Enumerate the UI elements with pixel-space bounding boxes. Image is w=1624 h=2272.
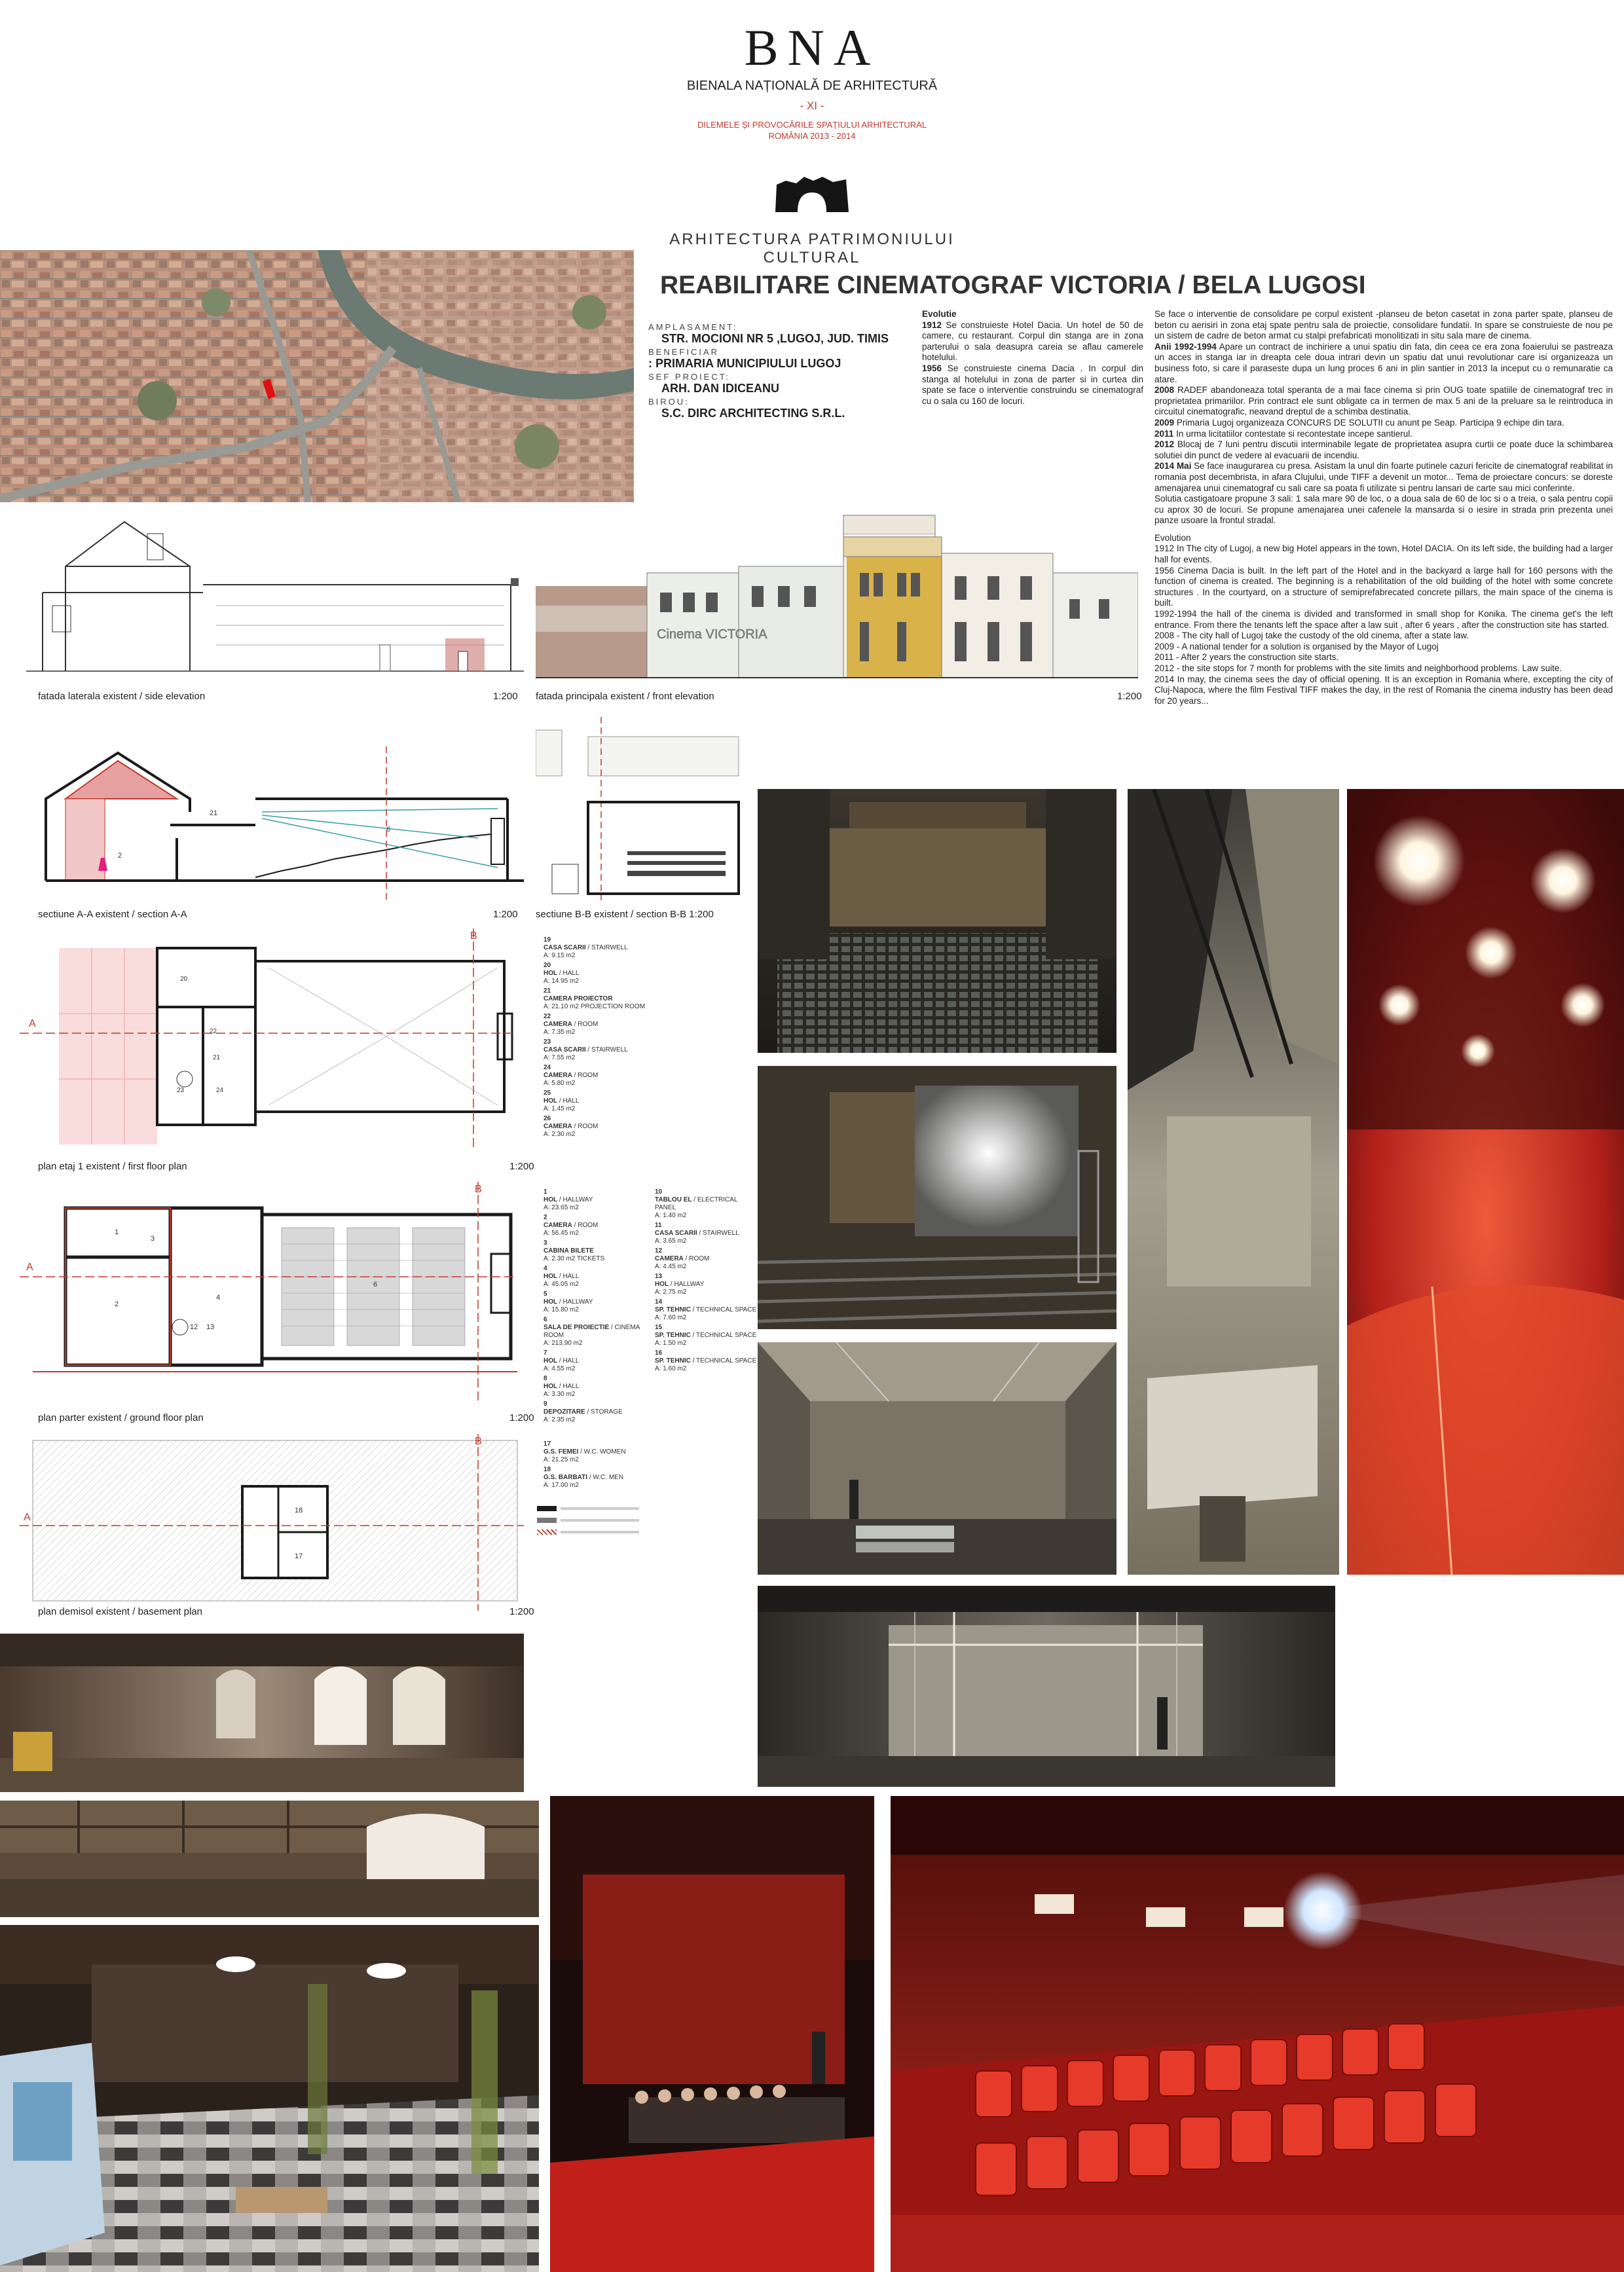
legend-item-area: A: 23.65 m2 [544,1204,579,1211]
legend-item [544,1188,661,1212]
photo-ceiling-shaft [1128,789,1339,1575]
evolution-ro-p8: 2012 Blocaj de 7 luni pentru discutii interminabile legate de proprietatea asupra curtii ce poate duce la schimbarea solutiei din punct de vedere al evacuarii de incendiu. [1154,439,1613,460]
legend-item-area: A: 213.90 m2 [544,1340,583,1347]
caption-section-aa: sectiune A-A existent / section A-A [38,909,187,920]
legend-basement [544,1440,674,1492]
key-swatch-gray [537,1518,557,1523]
info-label-client: BENEFICIAR [648,347,720,357]
evolution-ro-p4: Anii 1992-1994 Apare un contract de inchiriere a unui spatiu din fata, din ceea ce era zona foaierului se pastreaza un acces in stanga iar in dreapta cele doua intrari devin un spatiu dat unui revolutionar care isi organizeaza un business foto, si care il paraseste dupa un lung proces 6 ani in plin santier in 2013 la inceput cu o remunaratie ca atare. [1154,341,1613,384]
legend-item-number: 3 [544,1239,547,1247]
info-label-lead: SEF PROIECT: [648,372,730,382]
evolution-heading: Evolutie [922,309,957,319]
legend-item-area: A: 5.80 m2 [544,1080,576,1087]
legend-item [655,1188,760,1220]
evolution-en-p4: 2008 - The city hall of Lugoj take the custody of the old cinema, after a state law. [1154,631,1469,641]
legend-item [544,1064,674,1088]
svg-text:13: 13 [206,1323,215,1331]
photo-opening-audience [550,1796,874,2272]
legend-item-name: CAMERA / ROOM [544,1021,599,1028]
info-value-lead: ARH. DAN IDICEANU [661,382,779,395]
evolution-ro-p3: Se face o interventie de consolidare pe corpul existent -planseu de beton casetat in zona parter spate, planseu de beton cu aerisiri in zona etaj spate pentru sala de proiectie, consolidare fundatii. In spare se construieste de nou pe un sistem de cadre de beton armat cu stalpi prefabricati monolitizati in situ sala mare de cinema. [1154,309,1613,341]
first-floor-plan-drawing [20,928,524,1151]
scale-first-floor: 1:200 [509,1161,534,1172]
info-label-office: BIROU: [648,397,690,407]
legend-item [544,936,674,960]
legend-item-name: DEPOZITARE / STORAGE [544,1408,623,1416]
caption-basement: plan demisol existent / basement plan [38,1606,202,1617]
photo-lobby-cafe [0,1925,539,2272]
legend-item-area: A: 1.40 m2 [655,1212,687,1219]
legend-item [655,1247,760,1271]
plan-marker-b: B [475,1436,482,1447]
section-bb-drawing [536,717,752,900]
evolution-ro-p6: 2009 Primaria Lugoj organizeaza CONCURS DE SOLUTII cu anunt pe Seap. Participa 9 echipe din tara. [1154,417,1564,428]
legend-ground-floor-a [544,1188,661,1426]
legend-item-name: CASA SCARII / STAIRWELL [655,1230,739,1237]
info-value-office: S.C. DIRC ARCHITECTING S.R.L. [661,407,845,420]
legend-item-name: CAMERA / ROOM [655,1255,710,1262]
legend-item-area: A: 17.00 m2 [544,1482,579,1489]
legend-item-name: HOL / HALL [544,970,580,977]
legend-item [544,1349,661,1373]
evolution-en-heading: Evolution [1154,532,1191,543]
legend-item-number: 21 [544,987,551,995]
legend-item-name: SP. TEHNIC / TECHNICAL SPACE [655,1306,757,1313]
legend-item [544,1090,674,1113]
legend-item-number: 4 [544,1265,547,1272]
legend-item [655,1349,760,1373]
legend-item-area: A: 1.45 m2 [544,1105,576,1112]
basement-plan-drawing [20,1434,524,1611]
photo-coffered-ceiling [0,1801,539,1917]
legend-item [544,1466,674,1490]
legend-item-area: A: 2.30 m2 TICKETS [544,1255,605,1262]
svg-text:21: 21 [213,1054,221,1061]
legend-item-number: 14 [655,1298,663,1306]
legend-item-number: 24 [544,1064,551,1071]
legend-item [544,1214,661,1237]
photo-demolished-hall [758,1342,1116,1575]
scale-ground-floor: 1:200 [509,1412,534,1423]
svg-text:2: 2 [115,1300,119,1308]
legend-item [655,1324,760,1347]
legend-item-area: A: 56.45 m2 [544,1230,579,1237]
legend-item [544,1265,661,1289]
legend-first-floor [544,936,674,1141]
caption-front-elevation: fatada principala existent / front elevation [536,691,714,702]
evolution-en-p6: 2011 - After 2 years the construction site starts. [1154,652,1339,663]
plan-marker-a: A [29,1018,36,1029]
scale-basement: 1:200 [509,1606,534,1617]
legend-item [544,1440,674,1464]
legend-item [544,1115,674,1139]
legend-item-number: 5 [544,1291,547,1298]
cinema-victoria-sign: Cinema VICTORIA [657,627,767,642]
legend-item-area: A: 4.45 m2 [655,1263,687,1270]
legend-item [544,1038,674,1062]
legend-item [655,1273,760,1296]
legend-item-area: A: 1.60 m2 [655,1365,687,1372]
legend-item-number: 2 [544,1214,547,1221]
legend-ground-floor-b [655,1188,760,1375]
legend-item-area: A: 45.05 m2 [544,1281,579,1288]
legend-item-area: A: 7.35 m2 [544,1029,576,1036]
legend-item-area: A: 2.30 m2 [544,1131,576,1138]
legend-item-name: HOL / HALL [544,1273,580,1280]
evolution-en-p5: 2009 - A national tender for a solution is organised by the Mayor of Lugoj [1154,641,1439,651]
svg-text:20: 20 [180,976,188,983]
evolution-en-p8: 2014 In may, the cinema sees the day of official opening. It is an exception in Romania where, excepting the city of Cluj-Napoca, where the film Festival TIFF makes the day, in the rest of Romania the cinema industry has been dead for 20 years... [1154,674,1613,706]
svg-text:1: 1 [115,1228,119,1236]
project-title: REABILITARE CINEMATOGRAF VICTORIA / BELA LUGOSI [660,271,1366,299]
info-label-location: AMPLASAMENT: [648,322,738,332]
legend-item [544,987,674,1011]
legend-item-number: 10 [655,1188,663,1196]
legend-item [544,1401,661,1424]
legend-item-number: 23 [544,1038,551,1046]
bna-logo: BNA [744,19,880,76]
svg-text:6: 6 [386,826,391,834]
svg-text:6: 6 [373,1281,378,1289]
legend-item-number: 8 [544,1375,547,1382]
legend-item-name: HOL / HALL [544,1097,580,1105]
evolution-ro-p2: 1956 Se construieste cinema Dacia . In corpul din stanga al hotelului in zona de parter si in curtea din spate se face o interventie construindu se cinematograf cu o sala cu 160 de locuri. [922,363,1143,406]
legend-item-area: A: 2.75 m2 [655,1289,687,1296]
legend-item-name: HOL / HALLWAY [655,1281,705,1288]
front-elevation-drawing [536,507,1138,684]
plan-marker-a: A [26,1262,33,1273]
evolution-ro-p9: 2014 Mai Se face inaugurarea cu presa. Asistam la unul din foarte putinele cazuri fericite de cinematograf reabilitat in romania post decembrista, in afara Clujului, unde TIFF a devenit un motor... Tema de proiectare concurs: se doreste amenajarea unui cinematograf cu sali care sa poata fi utilizate si pentru lansari de carte sau mici conferinte. [1154,461,1613,493]
wall-hatch-key [537,1506,681,1535]
project-info [648,322,910,420]
evolution-en-p7: 2012 - the site stops for 7 month for problems with the site limits and neighborhood problems. Law suite. [1154,663,1562,673]
key-swatch-black [537,1506,557,1511]
legend-item-area: A: 4.55 m2 [544,1365,576,1372]
legend-item-area: A: 3.30 m2 [544,1391,576,1398]
legend-item-name: G.S. BARBATI / W.C. MEN [544,1474,624,1481]
legend-item-number: 25 [544,1090,551,1097]
svg-text:12: 12 [190,1323,198,1331]
evolution-en-p1: 1912 In The city of Lugoj, a new big Hotel appears in the town, Hotel DACIA. On its left side, the building had a larger hall for events. [1154,543,1613,565]
legend-item-number: 20 [544,962,551,969]
legend-item-name: HOL / HALL [544,1357,580,1365]
evolution-en-p2: 1956 Cinema Dacia is built. In the left part of the Hotel and in the backyard a large hall for 160 persons with the function of cinema is created. The beginning is a rehabilitation of the old building of the hotel with some concrete structures . In the courtyard, on a structure of semiprefabrecated concrete pillars, the main space of the cinema is built. [1154,565,1613,608]
legend-item-area: A: 15.80 m2 [544,1306,579,1313]
legend-item-number: 26 [544,1115,551,1122]
scale-section-aa: 1:200 [493,909,518,920]
svg-text:17: 17 [295,1552,303,1560]
legend-item-area: A: 7.55 m2 [544,1054,576,1061]
legend-item-number: 13 [655,1273,663,1280]
legend-item-name: G.S. FEMEI / W.C. WOMEN [544,1448,626,1456]
legend-item-number: 6 [544,1316,547,1323]
evolution-ro-p10: Solutia castigatoare propune 3 sali: 1 sala mare 90 de loc, o a doua sala de 60 de loc si o a treia, o sala pentru copii cu aprox 30 de locuri. Se propune amenajarea unei cafenele la mansarda si o iesire in strada prin prezenta unei panze usoare la frontul stradal. [1154,494,1613,526]
legend-item-name: CASA SCARII / STAIRWELL [544,1046,628,1054]
info-value-client: : PRIMARIA MUNICIPIULUI LUGOJ [648,357,841,370]
svg-text:21: 21 [210,809,218,817]
svg-text:2: 2 [118,852,122,860]
legend-item-area: A: 21.10 m2 PROJECTION ROOM [544,1003,646,1010]
svg-text:24: 24 [216,1087,224,1094]
legend-item-number: 11 [655,1222,662,1229]
legend-item-name: CAMERA / ROOM [544,1222,599,1229]
evolution-ro-p1: 1912 Se construieste Hotel Dacia. Un hotel de 50 de camere, cu restaurant. Corpul din stanga are in zona parterului o sala deasupra careia se aflau camerele hotelului. [922,320,1143,363]
legend-item-name: TABLOU EL / ELECTRICAL PANEL [655,1196,738,1211]
evolution-en-p3: 1992-1994 the hall of the cinema is divided and transformed in small shop for Konika. The cinema get's the left entrance. From there the tenants left the space after a law suit , after 6 years , after the construction site has started. [1154,609,1613,630]
section-title: ARHITECTURA PATRIMONIULUI CULTURAL [669,230,955,266]
legend-item-name: CASA SCARII / STAIRWELL [544,944,628,951]
theme-line-2: ROMÂNIA 2013 - 2014 [768,131,856,141]
legend-item-name: CAMERA / ROOM [544,1123,599,1130]
legend-item-area: A: 1.50 m2 [655,1340,687,1347]
legend-item-number: 1 [544,1188,547,1196]
svg-text:3: 3 [151,1235,155,1243]
svg-text:4: 4 [216,1294,221,1302]
photo-old-cinema-screen [758,1066,1116,1329]
legend-item-number: 15 [655,1324,663,1331]
legend-item-number: 17 [544,1440,551,1448]
evolution-ro-p5: 2008 RADEF abandoneaza total speranta de a mai face cinema si prin OUG toate spatiile de cinematograf trec in proprietatea primariilor. Prin contract ele sunt obligate ca in termen de max 5 ani de la preluare sa le reintroduca in circuitul cinematografic, neavand dreptul de a schimba destinatia. [1154,385,1613,417]
legend-item [655,1222,760,1245]
legend-item [544,1375,661,1399]
plan-marker-b: B [475,1184,482,1195]
legend-item-name: SALA DE PROIECTIE / CINEMA ROOM [544,1324,640,1339]
legend-item-number: 16 [655,1349,663,1357]
legend-item [544,1013,674,1036]
legend-item [544,1291,661,1314]
section-aa-drawing [20,746,524,904]
caption-ground-floor: plan parter existent / ground floor plan [38,1412,204,1423]
biennale-name: BIENALA NAȚIONALĂ DE ARHITECTURĂ [686,79,938,93]
scale-side-elevation: 1:200 [493,691,518,702]
legend-item-name: HOL / HALLWAY [544,1298,593,1306]
aerial-map [0,250,634,502]
legend-item-area: A: 14.95 m2 [544,978,579,985]
ground-floor-plan-drawing [20,1182,524,1404]
legend-item [544,1316,661,1347]
legend-item [544,1239,661,1263]
caption-side-elevation: fatada laterala existent / side elevation [38,691,206,702]
photo-interior-arched-windows [0,1634,524,1792]
evolution-ro-col1 [922,309,1143,407]
legend-item-number: 12 [655,1247,663,1255]
svg-text:23: 23 [177,1087,185,1094]
svg-text:22: 22 [210,1028,217,1035]
info-value-location: STR. MOCIONI NR 5 ,LUGOJ, JUD. TIMIS [661,332,889,345]
photo-old-auditorium [758,789,1116,1053]
edition-label: - XI - [800,100,824,112]
scale-front-elevation: 1:200 [1117,691,1142,702]
legend-item-area: A: 3.65 m2 [655,1237,687,1245]
legend-item-name: CABINA BILETE [544,1247,594,1255]
legend-item-number: 7 [544,1349,547,1357]
legend-item-number: 22 [544,1013,551,1020]
photo-new-cinema-red-seats [891,1796,1624,2272]
legend-item-number: 19 [544,936,551,944]
legend-item-name: SP. TEHNIC / TECHNICAL SPACE [655,1357,757,1365]
legend-item-area: A: 2.35 m2 [544,1416,576,1423]
legend-item-area: A: 9.15 m2 [544,952,576,959]
photo-construction-site [758,1586,1335,1787]
svg-text:18: 18 [295,1507,303,1514]
legend-item-name: CAMERA PROIECTOR [544,995,613,1002]
legend-item-area: A: 21.25 m2 [544,1456,579,1463]
legend-item-name: HOL / HALL [544,1383,580,1390]
legend-item-name: HOL / HALLWAY [544,1196,593,1203]
legend-item-number: 9 [544,1401,547,1408]
evolution-ro-col2 [1154,309,1613,706]
legend-item [655,1298,760,1322]
legend-item-number: 18 [544,1466,551,1473]
caption-section-bb: sectiune B-B existent / section B-B 1:200 [536,909,714,920]
legend-item-name: SP. TEHNIC / TECHNICAL SPACE [655,1332,757,1339]
legend-item-area: A: 7.60 m2 [655,1314,687,1321]
plan-marker-a: A [24,1512,31,1523]
theme-line-1: DILEMELE ȘI PROVOCĂRILE SPAȚIULUI ARHITECTURAL [697,120,927,130]
photo-red-hall-lights [1347,789,1624,1575]
side-elevation-drawing [26,514,524,681]
evolution-ro-p7: 2011 In urma licitatiilor contestate si recontestate incepe santierul. [1154,428,1412,439]
plan-marker-b: B [470,930,477,942]
legend-item-name: CAMERA / ROOM [544,1072,599,1079]
caption-first-floor: plan etaj 1 existent / first floor plan [38,1161,187,1172]
bridge-emblem [773,172,851,215]
key-swatch-hatch [537,1530,557,1535]
legend-item [544,962,674,985]
